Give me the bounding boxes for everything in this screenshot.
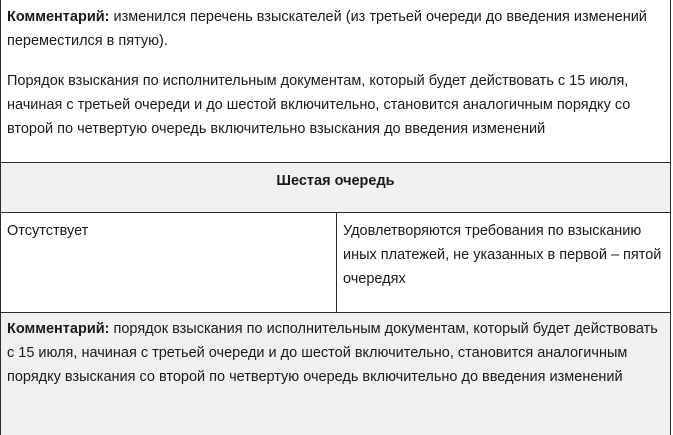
comparison-after-cell: Удовлетворяются требования по взысканию иных платежей, не указанных в первой – пятой очередях [343, 223, 662, 287]
comparison-row [0, 213, 671, 313]
comment-1-paragraph-2: Порядок взыскания по исполнительным документам, который будет действовать с 15 июля, начиная с третьей очереди и до шестой включительно, становится аналогичным порядку со второй по четвертую очередь включительно взыскания до введения изменений [7, 73, 631, 137]
comment-2-label: Комментарий: [7, 321, 110, 337]
comment-2-text: порядок взыскания по исполнительным документам, который будет действовать с 15 июля, начиная с третьей очереди и до шестой включительно, становится аналогичным порядку взыскания со второй по четвертую очередь включительно до введения изменений [7, 321, 658, 385]
comment-1-label: Комментарий: [7, 9, 110, 25]
comment-1-text: изменился перечень взыскателей (из третьей очереди до введения изменений переместился в пятую). [7, 9, 647, 49]
section-heading-row [0, 163, 671, 213]
section-heading: Шестая очередь [276, 173, 395, 189]
comment-cell-2 [1, 313, 670, 393]
comparison-before-cell: Отсутствует [1, 213, 337, 312]
comment-2-paragraph [7, 317, 664, 389]
comment-1-paragraph [7, 5, 664, 53]
comment-cell-1 [1, 0, 670, 145]
comment-row-2 [0, 313, 671, 435]
comment-row-1 [0, 0, 671, 163]
